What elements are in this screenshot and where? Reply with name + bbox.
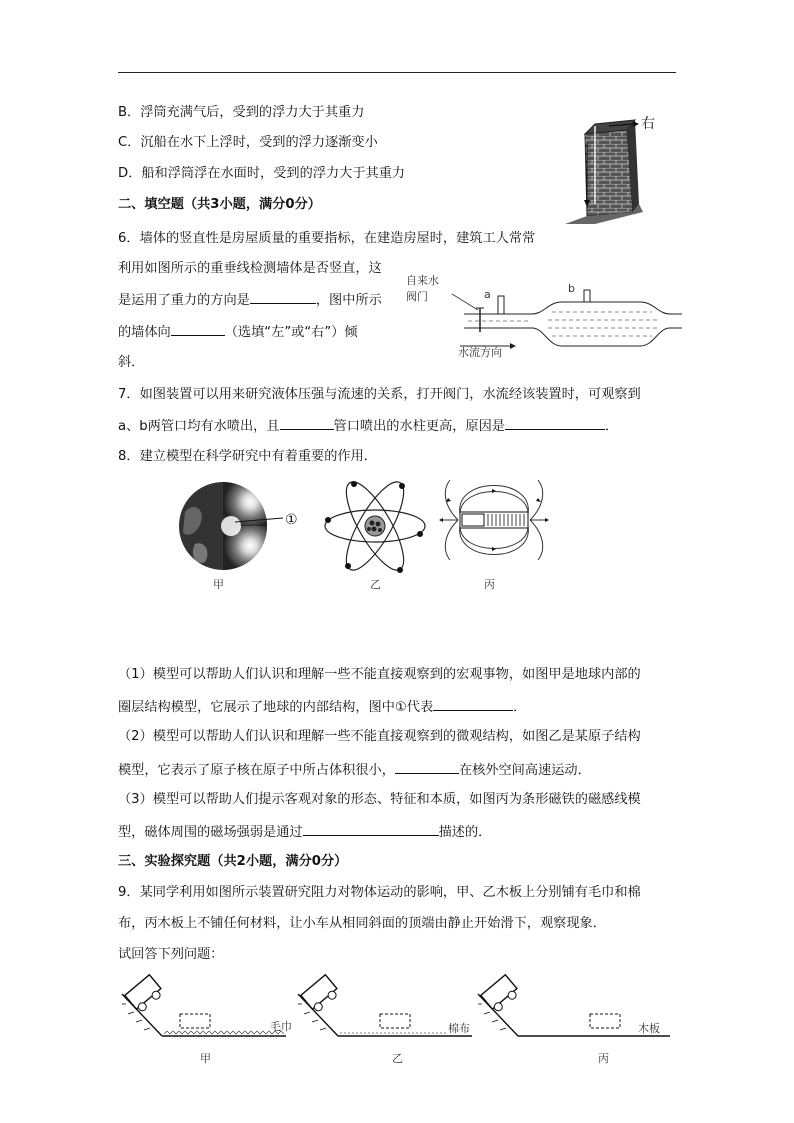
- q8-blank1[interactable]: [433, 697, 513, 711]
- q8-p3-line2: 型，磁体周围的磁场强弱是通过 描述的．: [118, 822, 491, 842]
- ramp-figure-bing: [476, 976, 676, 1068]
- option-d: D．船和浮筒浮在水面时，受到的浮力大于其重力: [118, 166, 406, 181]
- q8-p2-line2: 模型，它表示了原子核在原子中所占体积很小， 在核外空间高速运动．: [118, 760, 591, 780]
- ramp3-surface-label: 木板: [638, 1022, 660, 1035]
- pipe-label-valve: 阀门: [406, 290, 428, 303]
- q6-blank2[interactable]: [171, 322, 225, 336]
- ramp2-surface-label: 棉布: [448, 1022, 470, 1035]
- q6-line5: 斜．: [118, 355, 145, 370]
- q8-blank3[interactable]: [303, 822, 439, 836]
- ramp2-caption: 乙: [392, 1052, 403, 1065]
- q9-line1: 9．某同学利用如图所示装置研究阻力对物体运动的影响，甲、乙木板上分别铺有毛巾和棉: [118, 885, 641, 900]
- q7-line1: 7．如图装置可以用来研究液体压强与流速的关系，打开阀门，水流经该装置时，可观察到: [118, 387, 641, 402]
- earth-structure-figure: [175, 482, 315, 592]
- q7-blank2[interactable]: [505, 416, 605, 430]
- q6-line4: 的墙体向 （选填“左”或“右”）倾: [118, 322, 358, 342]
- q6-line1: 6．墙体的竖直性是房屋质量的重要指标，在建造房屋时，建筑工人常常: [118, 231, 536, 246]
- ramp3-caption: 丙: [598, 1052, 609, 1065]
- q7-blank1[interactable]: [280, 416, 334, 430]
- venturi-pipe-figure: [402, 270, 682, 360]
- pipe-flow-label: 水流方向: [458, 346, 502, 359]
- q8-p1-line1: （1）模型可以帮助人们认识和理解一些不能直接观察到的宏观事物，如图甲是地球内部的: [118, 667, 641, 682]
- q8-p1-line2: 圈层结构模型，它展示了地球的内部结构，图中①代表 ．: [118, 697, 526, 717]
- pipe-b-label: b: [568, 282, 575, 295]
- caption-jia: 甲: [213, 578, 224, 591]
- header-rule: [118, 72, 676, 73]
- ramp1-caption: 甲: [200, 1052, 211, 1065]
- wall-plumb-figure: [565, 112, 665, 227]
- caption-yi: 乙: [370, 578, 381, 591]
- pipe-label-water: 自来水: [406, 274, 439, 287]
- q9-line3: 试回答下列问题：: [118, 947, 224, 962]
- option-b: B．浮筒充满气后，受到的浮力大于其重力: [118, 105, 365, 120]
- wall-direction-label: 右: [641, 116, 655, 132]
- q8-p3-line1: （3）模型可以帮助人们提示客观对象的形态、特征和本质，如图丙为条形磁铁的磁感线模: [118, 792, 641, 807]
- option-c: C．沉船在水下上浮时，受到的浮力逐渐变小: [118, 135, 378, 150]
- q6-line3: 是运用了重力的方向是 ，图中所示: [118, 290, 382, 310]
- atom-model-figure: [320, 476, 430, 596]
- q8-blank2[interactable]: [395, 760, 459, 774]
- bar-magnet-figure: [438, 476, 550, 596]
- q6-blank1[interactable]: [250, 290, 316, 304]
- q6-line2: 利用如图所示的重垂线检测墙体是否竖直，这: [118, 261, 382, 276]
- earth-marker-1: ①: [285, 512, 298, 528]
- q9-line2: 布，丙木板上不铺任何材料，让小车从相同斜面的顶端由静止开始滑下，观察现象．: [118, 916, 606, 931]
- q7-line2: a、b两管口均有水喷出，且 管口喷出的水柱更高，原因是 ．: [118, 416, 618, 436]
- pipe-a-label: a: [484, 288, 491, 301]
- ramp1-surface-label: 毛巾: [270, 1020, 292, 1033]
- ramp-figure-jia: [120, 976, 300, 1068]
- section3-title: 三、实验探究题（共2小题，满分0分）: [118, 854, 348, 869]
- caption-bing: 丙: [484, 578, 495, 591]
- ramp-figure-yi: [296, 976, 476, 1068]
- section2-title: 二、填空题（共3小题，满分0分）: [118, 197, 321, 212]
- q8-line1: 8．建立模型在科学研究中有着重要的作用．: [118, 449, 377, 464]
- q8-p2-line1: （2）模型可以帮助人们认识和理解一些不能直接观察到的微观结构，如图乙是某原子结构: [118, 729, 641, 744]
